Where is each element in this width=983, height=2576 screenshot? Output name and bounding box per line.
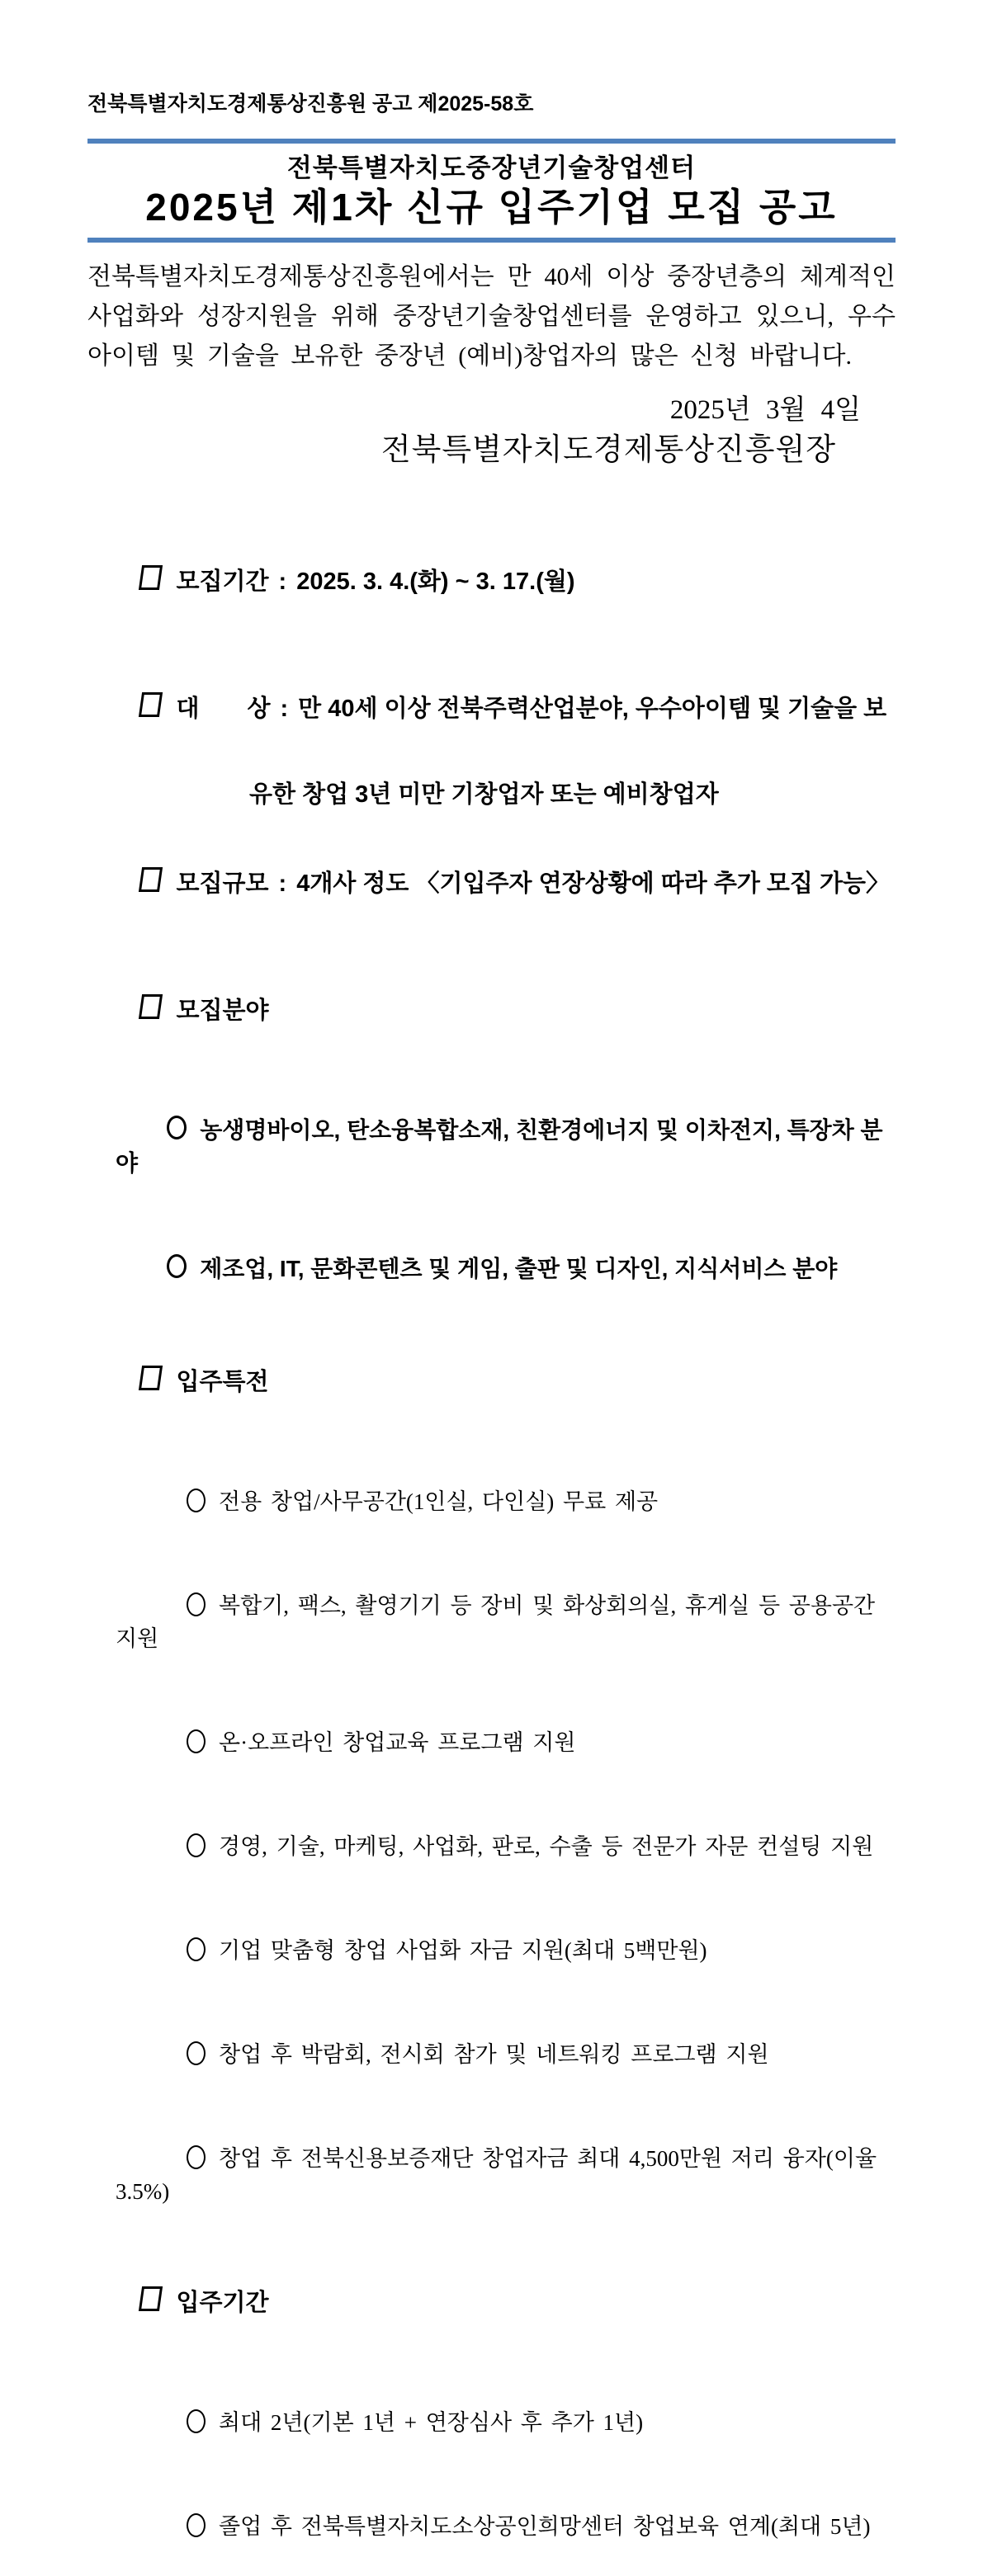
top-divider-rule (87, 139, 896, 144)
section-label: 모집분야 (176, 998, 269, 1024)
square-bullet-icon (139, 994, 163, 1019)
intro-line: 전북특별자치도경제통상진흥원에서는 만 40세 이상 중장년층의 체계적인 (87, 263, 896, 290)
circle-bullet-icon (187, 1937, 206, 1961)
section-label: 입주기간 (176, 2290, 269, 2316)
square-bullet-icon (139, 692, 163, 717)
subtitle: 전북특별자치도중장년기술창업센터 (286, 153, 697, 182)
circle-bullet-icon (187, 1592, 206, 1616)
circle-bullet-icon (187, 1833, 206, 1857)
section-label: 모집규모 (176, 870, 269, 897)
circle-bullet-icon (187, 2145, 206, 2169)
list-item-text: 온·오프라인 창업교육 프로그램 지원 (219, 1730, 576, 1755)
list-item-text: 최대 2년(기본 1년 + 연장심사 후 추가 1년) (219, 2410, 644, 2435)
intro-line: 사업화와 성장지원을 위해 중장년기술창업센터를 운영하고 있으니, 우수 (87, 303, 896, 330)
section-scale (87, 827, 896, 941)
circle-bullet-icon (187, 1729, 206, 1753)
section-value: 2025. 3. 4.(화) ~ 3. 17.(월) (296, 569, 575, 595)
section-target-continuation: 유한 창업 3년 미만 기창업자 또는 예비창업자 (249, 781, 719, 808)
section-value: 만 40세 이상 전북주력산업분야, 우수아이템 및 기술을 보 (298, 696, 887, 722)
list-item-text: 복합기, 팩스, 촬영기기 등 장비 및 화상회의실, 휴게실 등 공용공간 지원 (116, 1593, 884, 1651)
section-occupancy-period (87, 2246, 896, 2360)
list-item (87, 1556, 896, 1688)
list-item (87, 1901, 896, 2000)
list-item (87, 1081, 896, 1213)
list-item-text: 경영, 기술, 마케팅, 사업화, 판로, 수출 등 전문가 자문 컨설팅 지원 (219, 1834, 874, 1859)
section-label: 대 상 (176, 696, 271, 722)
title-divider-rule (87, 238, 896, 243)
section-fields (87, 954, 896, 1068)
section-label: 모집기간 (176, 569, 269, 595)
circle-bullet-icon (167, 1116, 187, 1139)
intro-line: 아이템 및 기술을 보유한 중장년 (예비)창업자의 많은 신청 바랍니다. (87, 342, 852, 370)
signer-title: 전북특별자치도경제통상진흥원장 (380, 433, 836, 467)
section-target (87, 652, 896, 766)
label-colon: : (278, 870, 287, 897)
section-benefits (87, 1325, 896, 1439)
list-item-text: 창업 후 박람회, 전시회 참가 및 네트워킹 프로그램 지원 (219, 2042, 769, 2067)
announcement-date: 2025년 3월 4일 (669, 395, 861, 425)
list-item (87, 1220, 896, 1319)
list-item-text: 농생명바이오, 탄소융복합소재, 친환경에너지 및 이차전지, 특장차 분야 (116, 1117, 883, 1176)
section-label: 입주특전 (176, 1369, 269, 1395)
list-item-text: 전용 창업/사무공간(1인실, 다인실) 무료 제공 (219, 1489, 659, 1514)
sections-list (87, 525, 896, 2576)
list-item (87, 1693, 896, 1792)
list-item (87, 2373, 896, 2472)
intro-paragraph (87, 257, 896, 376)
notice-number: 전북특별자치도경제통상진흥원 공고 제2025-58호 (87, 92, 534, 116)
list-item-text: 창업 후 전북신용보증재단 창업자금 최대 4,500만원 저리 융자(이율 3.5%) (116, 2146, 886, 2204)
list-item (87, 1797, 896, 1896)
circle-bullet-icon (187, 2513, 206, 2537)
section-value: 4개사 정도 〈기입주자 연장상황에 따라 추가 모집 가능〉 (296, 870, 891, 897)
label-colon: : (280, 696, 289, 722)
square-bullet-icon (139, 2286, 163, 2311)
circle-bullet-icon (187, 2041, 206, 2065)
label-colon: : (278, 569, 287, 595)
list-item (87, 1452, 896, 1551)
list-item (87, 2005, 896, 2104)
square-bullet-icon (139, 1366, 163, 1390)
list-item-text: 제조업, IT, 문화콘텐츠 및 게임, 출판 및 디자인, 지식서비스 분야 (200, 1256, 838, 1281)
list-item (87, 2109, 896, 2241)
circle-bullet-icon (167, 1254, 187, 1278)
list-item-text: 졸업 후 전북특별자치도소상공인희망센터 창업보육 연계(최대 5년) (219, 2514, 871, 2539)
square-bullet-icon (139, 565, 163, 590)
list-item-text: 기업 맞춤형 창업 사업화 자금 지원(최대 5백만원) (219, 1938, 707, 1963)
circle-bullet-icon (187, 2409, 206, 2433)
list-item (87, 2477, 896, 2576)
page-title: 2025년 제1차 신규 입주기업 모집 공고 (145, 186, 838, 229)
square-bullet-icon (139, 867, 163, 892)
section-recruitment-period (87, 525, 896, 639)
circle-bullet-icon (187, 1489, 206, 1512)
